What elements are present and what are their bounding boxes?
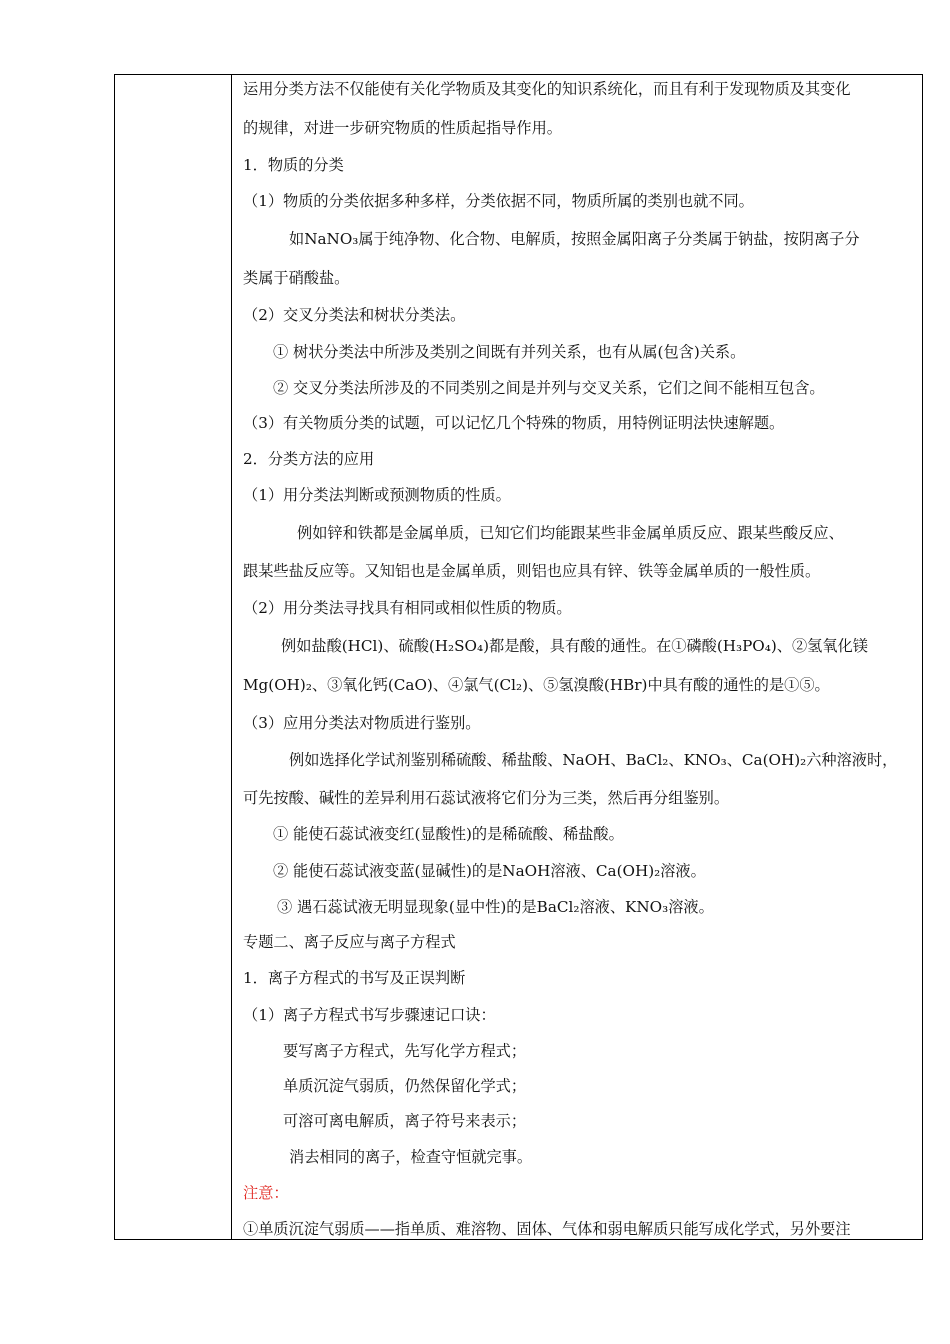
mnemonic-line: 可溶可离电解质，离子符号来表示； bbox=[283, 1112, 526, 1130]
text-line: Mg(OH)₂、③氧化钙(CaO)、④氯气(Cl₂)、⑤氢溴酸(HBr)中具有酸的通性的是①⑤。 bbox=[243, 676, 830, 694]
text-line: （3）应用分类法对物质进行鉴别。 bbox=[243, 714, 481, 732]
text-line: ③ 遇石蕊试液无明显现象(显中性)的是BaCl₂溶液、KNO₃溶液。 bbox=[277, 898, 714, 916]
mnemonic-line: 消去相同的离子，检查守恒就完事。 bbox=[289, 1148, 532, 1166]
text-line: 类属于硝酸盐。 bbox=[243, 269, 350, 287]
text-line: ② 能使石蕊试液变蓝(显碱性)的是NaOH溶液、Ca(OH)₂溶液。 bbox=[273, 862, 706, 880]
text-line: ② 交叉分类法所涉及的不同类别之间是并列与交叉关系，它们之间不能相互包含。 bbox=[273, 379, 825, 397]
text-line: 如NaNO₃属于纯净物、化合物、电解质，按照金属阳离子分类属于钠盐，按阴离子分 bbox=[289, 230, 860, 248]
text-line: （2）用分类法寻找具有相同或相似性质的物质。 bbox=[243, 599, 572, 617]
content-table bbox=[114, 74, 923, 1240]
table-content-cell bbox=[233, 75, 922, 1239]
text-line: 的规律，对进一步研究物质的性质起指导作用。 bbox=[243, 119, 562, 137]
section-heading: 专题二、离子反应与离子方程式 bbox=[243, 933, 456, 951]
text-line: （2）交叉分类法和树状分类法。 bbox=[243, 306, 466, 324]
text-line: 可先按酸、碱性的差异利用石蕊试液将它们分为三类，然后再分组鉴别。 bbox=[243, 789, 729, 807]
text-line: （3）有关物质分类的试题，可以记忆几个特殊的物质，用特例证明法快速解题。 bbox=[243, 414, 785, 432]
text-line: 跟某些盐反应等。又知铝也是金属单质，则铝也应具有锌、铁等金属单质的一般性质。 bbox=[243, 562, 821, 580]
section-heading: 1．物质的分类 bbox=[243, 156, 344, 174]
text-line: （1）离子方程式书写步骤速记口诀： bbox=[243, 1006, 496, 1024]
table-left-column bbox=[115, 75, 232, 1239]
mnemonic-line: 要写离子方程式，先写化学方程式； bbox=[283, 1042, 526, 1060]
mnemonic-line: 单质沉淀气弱质，仍然保留化学式； bbox=[283, 1077, 526, 1095]
text-line: 例如选择化学试剂鉴别稀硫酸、稀盐酸、NaOH、BaCl₂、KNO₃、Ca(OH)₂六种溶液时， bbox=[289, 751, 898, 769]
text-line: ①单质沉淀气弱质——指单质、难溶物、固体、气体和弱电解质只能写成化学式，另外要注 bbox=[243, 1220, 851, 1238]
text-line: 运用分类方法不仅能使有关化学物质及其变化的知识系统化，而且有利于发现物质及其变化 bbox=[243, 80, 851, 98]
note-label: 注意： bbox=[243, 1184, 289, 1202]
text-line: 例如盐酸(HCl)、硫酸(H₂SO₄)都是酸，具有酸的通性。在①磷酸(H₃PO₄)、②氢氧化镁 bbox=[281, 637, 868, 655]
text-line: ① 树状分类法中所涉及类别之间既有并列关系，也有从属(包含)关系。 bbox=[273, 343, 746, 361]
text-line: （1）物质的分类依据多种多样，分类依据不同，物质所属的类别也就不同。 bbox=[243, 192, 754, 210]
section-heading: 2．分类方法的应用 bbox=[243, 450, 375, 468]
text-line: ① 能使石蕊试液变红(显酸性)的是稀硫酸、稀盐酸。 bbox=[273, 825, 624, 843]
section-heading: 1．离子方程式的书写及正误判断 bbox=[243, 969, 466, 987]
text-line: 例如锌和铁都是金属单质，已知它们均能跟某些非金属单质反应、跟某些酸反应、 bbox=[297, 524, 844, 542]
text-line: （1）用分类法判断或预测物质的性质。 bbox=[243, 486, 511, 504]
